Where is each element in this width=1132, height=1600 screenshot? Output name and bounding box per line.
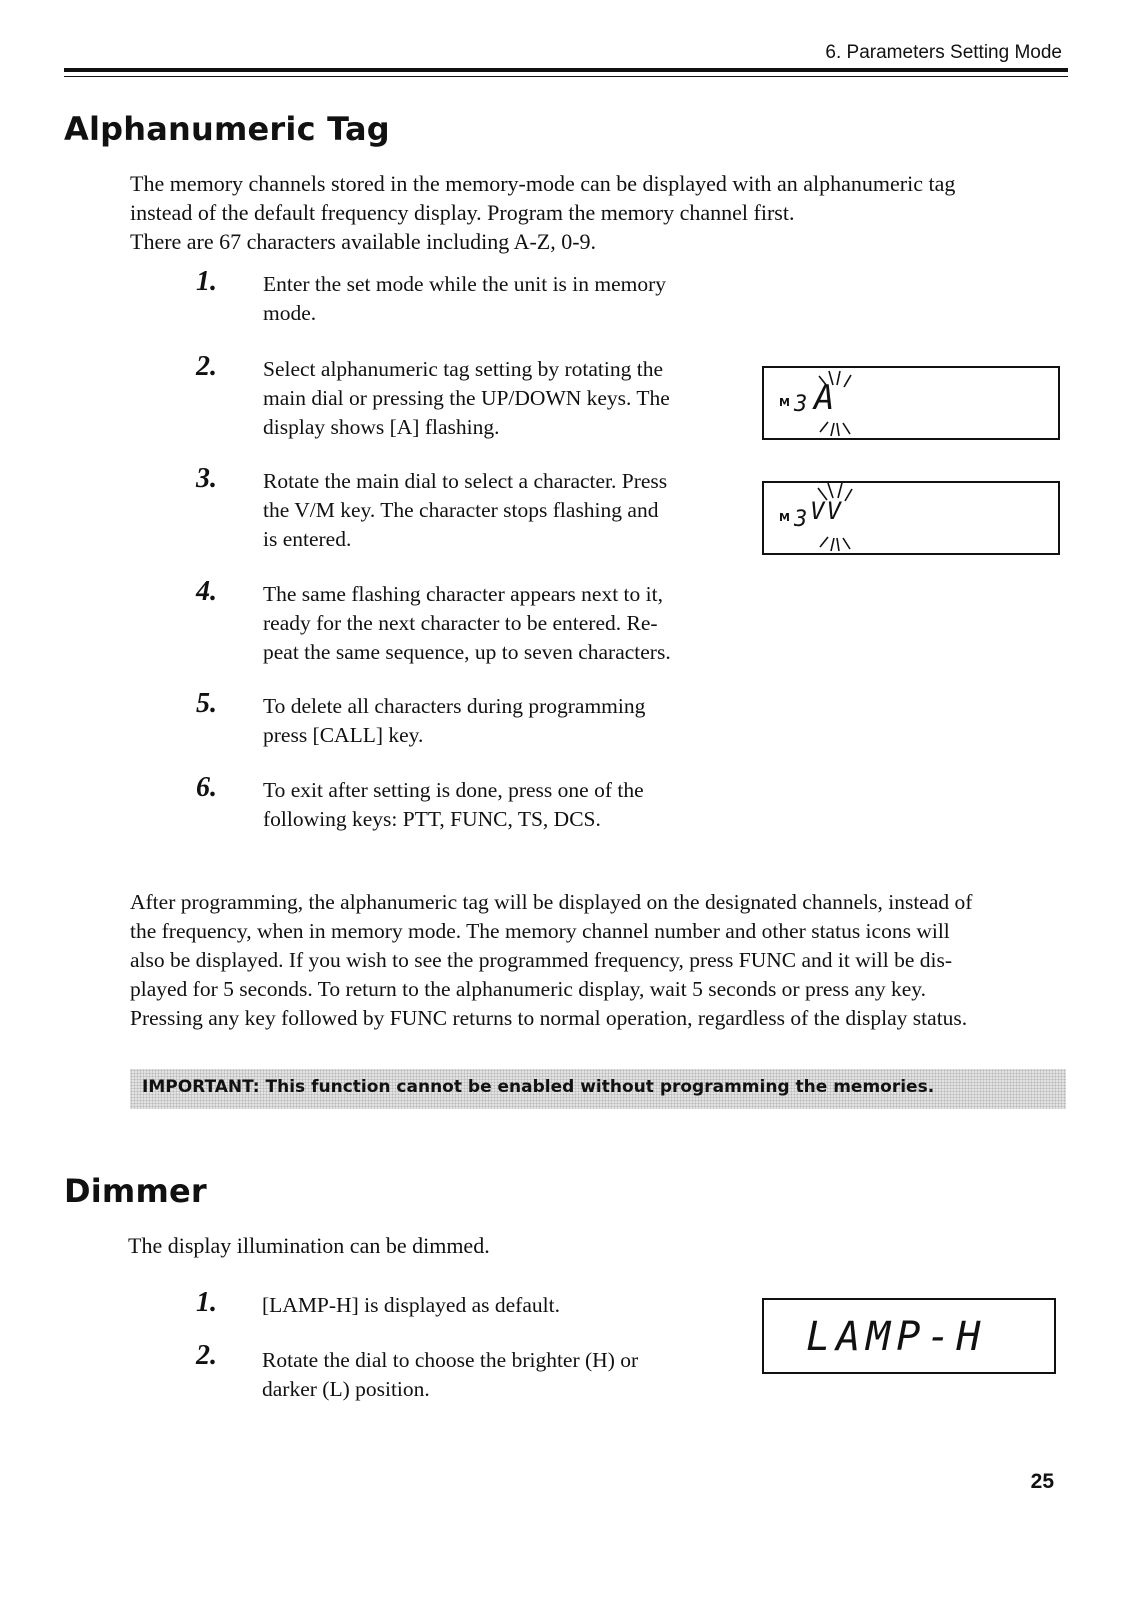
step-number: 2. xyxy=(196,351,217,382)
lcd-display-step-3 xyxy=(762,481,1060,555)
step-line: To exit after setting is done, press one of the xyxy=(263,778,644,802)
after-line: Pressing any key followed by FUNC returns to normal operation, regardless of the display status. xyxy=(130,1006,968,1030)
memory-indicator: M xyxy=(779,396,790,409)
section-title-alphanumeric-tag: Alphanumeric Tag xyxy=(64,110,390,148)
step-line: display shows [A] flashing. xyxy=(263,415,500,439)
step-line: Enter the set mode while the unit is in memory xyxy=(263,272,667,296)
step-line: To delete all characters during programming xyxy=(263,694,646,718)
section-title-dimmer: Dimmer xyxy=(64,1172,207,1210)
lcd-channel-number: 3 xyxy=(794,507,808,532)
step-line: Rotate the dial to choose the brighter (H) or xyxy=(262,1348,639,1372)
step-line: press [CALL] key. xyxy=(263,723,424,747)
step-line: is entered. xyxy=(263,527,352,551)
step-text xyxy=(263,355,723,442)
lcd-tag-chars: VV xyxy=(810,497,843,525)
memory-indicator: M xyxy=(779,511,790,524)
step-text xyxy=(263,692,723,750)
lcd-tag-chars: A xyxy=(814,378,835,418)
step-number: 6. xyxy=(196,772,217,803)
lcd-display-step-2 xyxy=(762,366,1060,440)
step-text xyxy=(263,776,723,834)
step-line: peat the same sequence, up to seven characters. xyxy=(263,640,671,664)
flash-marks-icon xyxy=(764,360,1058,460)
after-line: After programming, the alphanumeric tag will be displayed on the designated channels, instead of xyxy=(130,890,973,914)
important-note xyxy=(130,1069,1066,1109)
step-number: 1. xyxy=(196,1287,217,1318)
intro-paragraph xyxy=(130,169,955,256)
page-number: 25 xyxy=(1030,1470,1054,1493)
header-rule xyxy=(64,68,1068,72)
step-text xyxy=(263,270,723,328)
step-line: following keys: PTT, FUNC, TS, DCS. xyxy=(263,807,601,831)
step-line: [LAMP-H] is displayed as default. xyxy=(262,1293,560,1317)
intro-line: The memory channels stored in the memory-mode can be displayed with an alphanumeric tag xyxy=(130,171,956,196)
step-text xyxy=(262,1291,722,1320)
step-text xyxy=(262,1346,722,1404)
running-header: 6. Parameters Setting Mode xyxy=(825,42,1062,63)
step-number: 5. xyxy=(196,688,217,719)
flash-marks-icon xyxy=(764,475,1058,575)
step-line: The same flashing character appears next to it, xyxy=(263,582,663,606)
step-number: 3. xyxy=(196,463,217,494)
dimmer-intro: The display illumination can be dimmed. xyxy=(128,1233,490,1258)
step-number: 1. xyxy=(196,266,217,297)
lcd-lamp-text: LAMP-H xyxy=(806,1314,987,1360)
intro-line: instead of the default frequency display. Program the memory channel first. xyxy=(130,200,795,225)
step-text xyxy=(263,467,723,554)
after-line: played for 5 seconds. To return to the alphanumeric display, wait 5 seconds or press any key. xyxy=(130,977,926,1001)
after-paragraph xyxy=(130,888,972,1033)
after-line: also be displayed. If you wish to see the programmed frequency, press FUNC and it will be dis- xyxy=(130,948,952,972)
step-text xyxy=(263,580,723,667)
step-line: Select alphanumeric tag setting by rotating the xyxy=(263,357,664,381)
step-number: 2. xyxy=(196,1340,217,1371)
step-line: mode. xyxy=(263,301,317,325)
step-line: Rotate the main dial to select a character. Press xyxy=(263,469,668,493)
after-line: the frequency, when in memory mode. The memory channel number and other status icons will xyxy=(130,919,950,943)
intro-line: There are 67 characters available including A-Z, 0-9. xyxy=(130,229,597,254)
lcd-channel-number: 3 xyxy=(794,392,808,417)
step-line: ready for the next character to be entered. Re- xyxy=(263,611,658,635)
step-line: darker (L) position. xyxy=(262,1377,430,1401)
important-text: IMPORTANT: This function cannot be enabled without programming the memories. xyxy=(142,1077,935,1097)
step-number: 4. xyxy=(196,576,217,607)
step-line: main dial or pressing the UP/DOWN keys. The xyxy=(263,386,670,410)
lcd-display-dimmer xyxy=(762,1298,1056,1374)
header-rule-thin xyxy=(64,76,1068,77)
step-line: the V/M key. The character stops flashing and xyxy=(263,498,659,522)
